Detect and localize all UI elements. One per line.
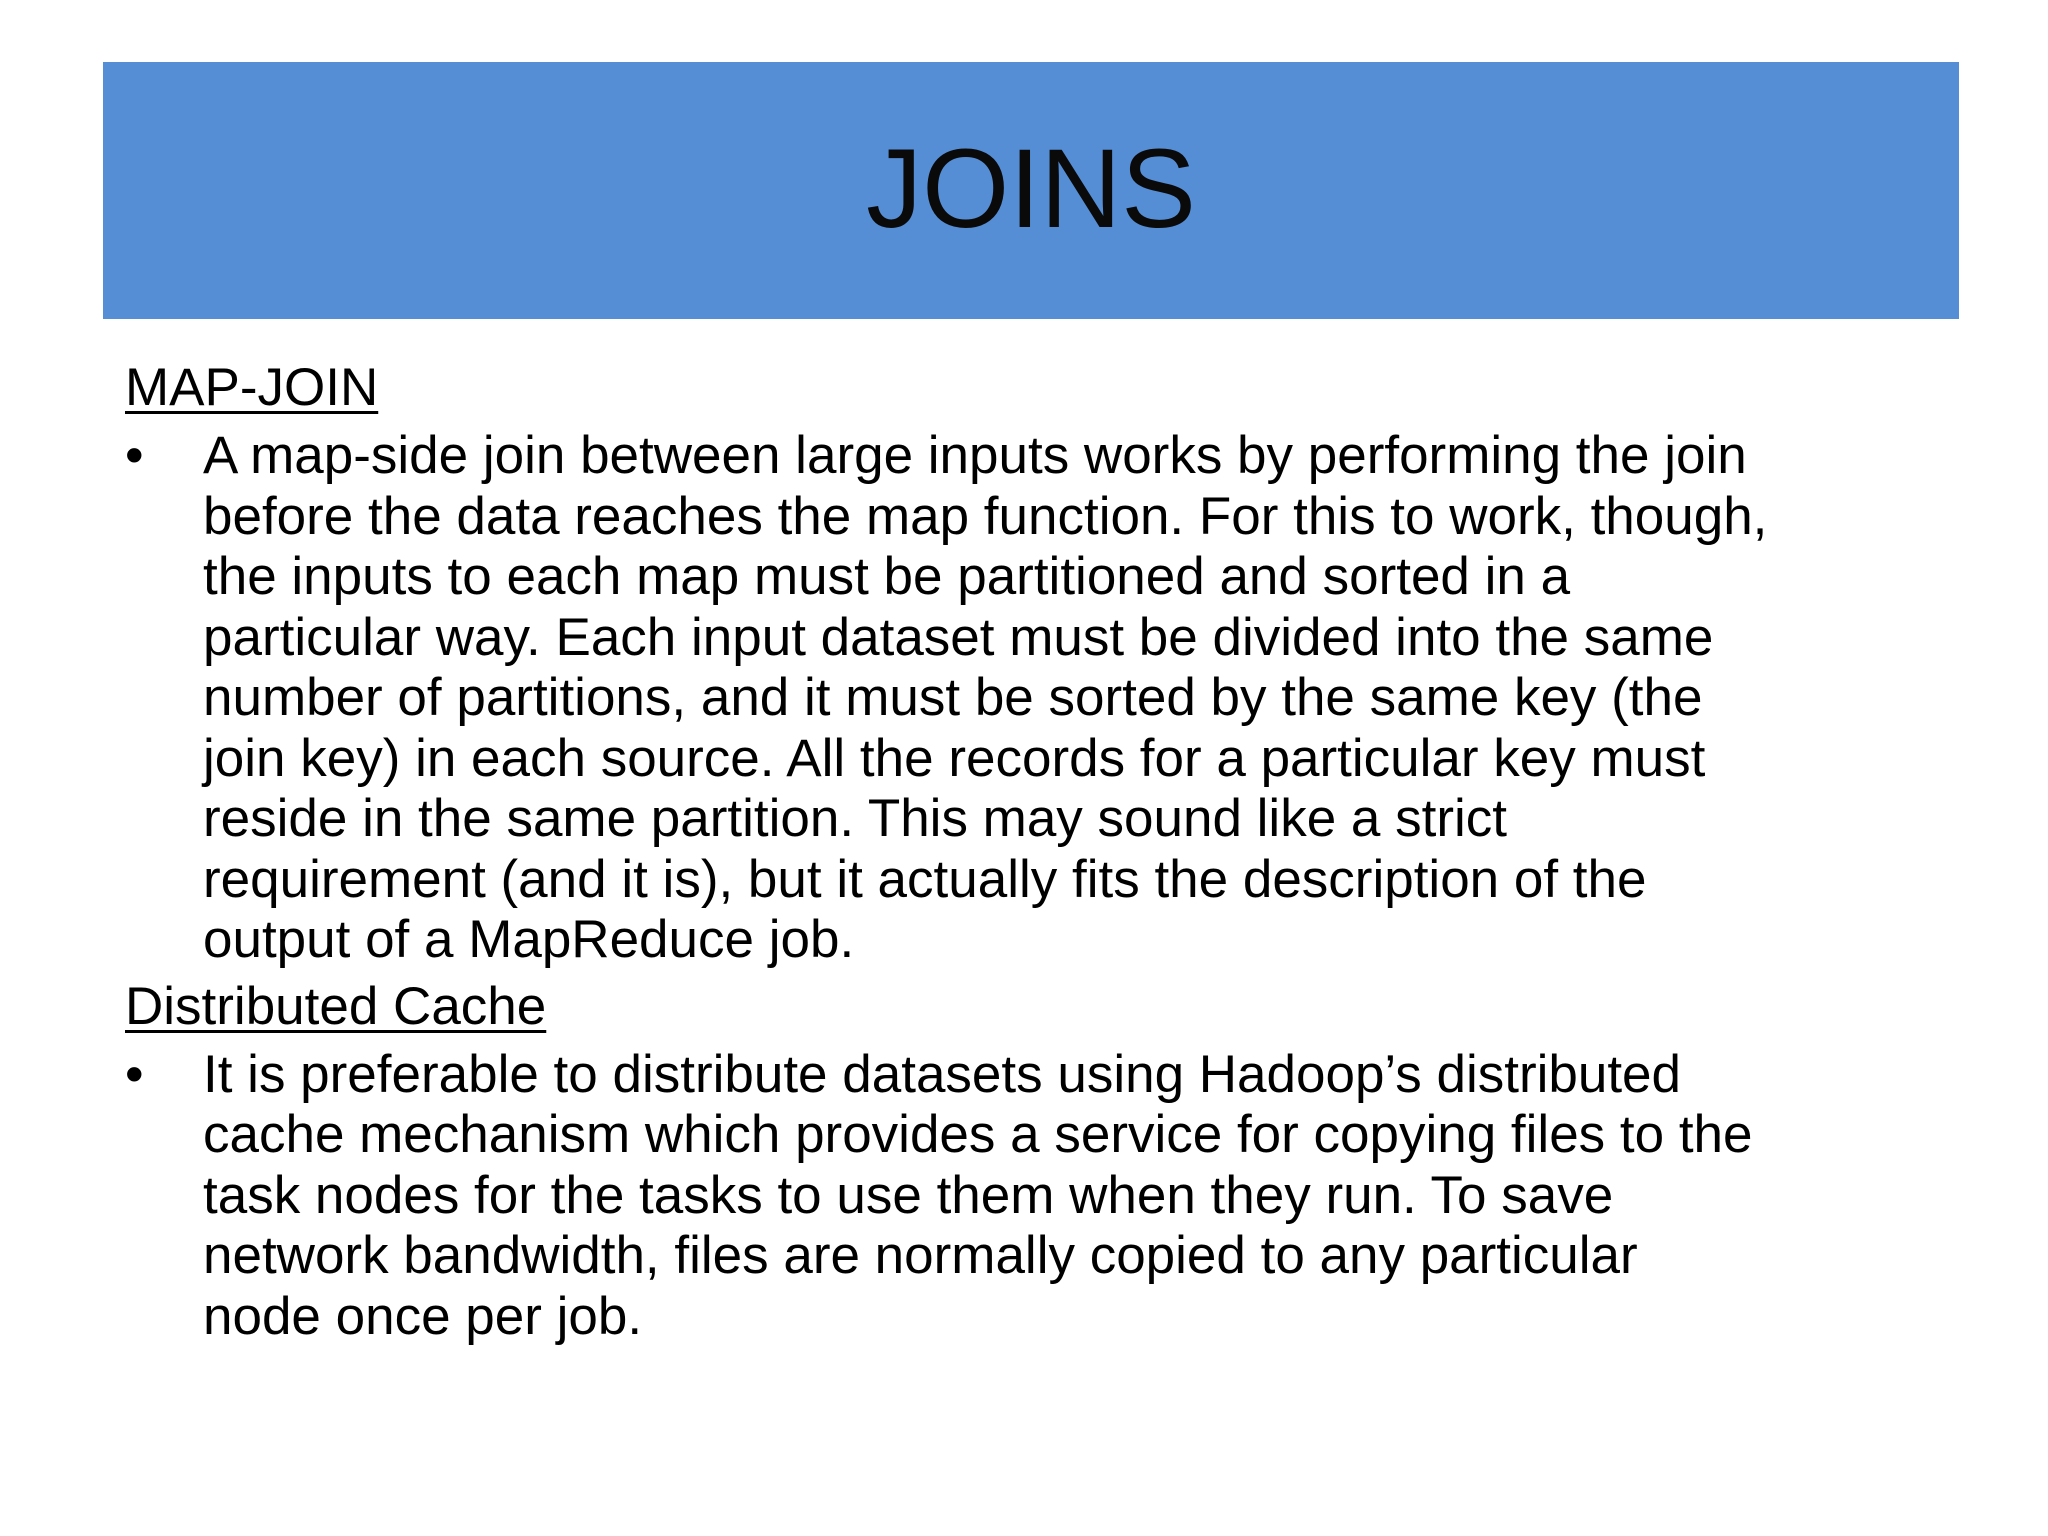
text-line: task nodes for the tasks to use them when they run. To save: [203, 1165, 1614, 1225]
text-line: reside in the same partition. This may sound like a strict: [203, 789, 1507, 848]
bullet-text: [203, 1045, 1903, 1348]
text-line: requirement (and it is), but it actually fits the description of the: [203, 849, 1647, 909]
bullet-item: [125, 426, 1925, 971]
text-line: join key) in each source. All the records for a particular key must: [203, 728, 1706, 788]
text-line: A map-side join between large inputs works by performing the join: [203, 426, 1747, 485]
bullet-item: [125, 1045, 1925, 1348]
text-line: node once per job.: [203, 1286, 643, 1346]
bullet-dot-icon: •: [125, 1044, 144, 1104]
text-line: output of a MapReduce job.: [203, 910, 855, 969]
text-line: cache mechanism which provides a service for copying files to the: [203, 1105, 1753, 1164]
text-line: particular way. Each input dataset must be divided into the same: [203, 607, 1714, 667]
text-line: before the data reaches the map function. For this to work, though,: [203, 486, 1768, 546]
text-line: the inputs to each map must be partitioned and sorted in a: [203, 547, 1571, 606]
section-heading-map-join: MAP-JOIN: [125, 358, 379, 417]
slide-content: [125, 358, 1925, 1347]
slide-title: JOINS: [866, 125, 1196, 251]
text-line: number of partitions, and it must be sorted by the same key (the: [203, 668, 1703, 727]
title-bar: [103, 62, 1959, 319]
text-line: It is preferable to distribute datasets using Hadoop’s distributed: [203, 1044, 1681, 1104]
section-heading-distributed-cache: Distributed Cache: [125, 976, 547, 1036]
bullet-text: [203, 426, 1903, 971]
bullet-dot-icon: •: [125, 426, 144, 485]
text-line: network bandwidth, files are normally copied to any particular: [203, 1226, 1638, 1285]
